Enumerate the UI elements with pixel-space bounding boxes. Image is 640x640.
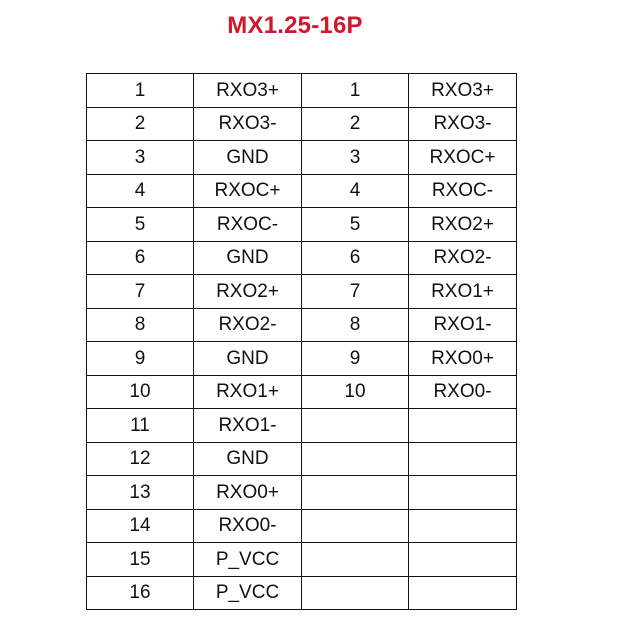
left-pin-number: 15 <box>87 543 194 577</box>
left-pin-number: 5 <box>87 208 194 242</box>
right-pin-number <box>302 442 409 476</box>
left-pin-signal: RXO3- <box>194 107 302 141</box>
left-pin-signal: RXO3+ <box>194 74 302 108</box>
table-row <box>87 308 517 342</box>
right-pin-number: 4 <box>302 174 409 208</box>
left-pin-number: 4 <box>87 174 194 208</box>
table-row <box>87 442 517 476</box>
table-row <box>87 476 517 510</box>
left-pin-signal: RXOC- <box>194 208 302 242</box>
right-pin-signal <box>409 409 517 443</box>
left-pin-number: 7 <box>87 275 194 309</box>
right-pin-number <box>302 409 409 443</box>
left-pin-number: 1 <box>87 74 194 108</box>
right-pin-number: 7 <box>302 275 409 309</box>
right-pin-number: 8 <box>302 308 409 342</box>
left-pin-signal: GND <box>194 342 302 376</box>
connector-title: MX1.25-16P <box>227 12 363 39</box>
left-pin-signal: RXO2+ <box>194 275 302 309</box>
left-pin-number: 2 <box>87 107 194 141</box>
table-row <box>87 409 517 443</box>
left-pin-number: 14 <box>87 509 194 543</box>
right-pin-number: 1 <box>302 74 409 108</box>
left-pin-signal: GND <box>194 442 302 476</box>
right-pin-signal: RXO3+ <box>409 74 517 108</box>
table-row <box>87 576 517 610</box>
left-pin-signal: RXOC+ <box>194 174 302 208</box>
left-pin-number: 6 <box>87 241 194 275</box>
right-pin-number <box>302 476 409 510</box>
left-pin-number: 12 <box>87 442 194 476</box>
table-row <box>87 208 517 242</box>
right-pin-signal <box>409 543 517 577</box>
left-pin-number: 13 <box>87 476 194 510</box>
left-pin-signal: P_VCC <box>194 543 302 577</box>
right-pin-signal: RXO0- <box>409 375 517 409</box>
pinout-table <box>86 73 517 610</box>
table-row <box>87 375 517 409</box>
table-row <box>87 543 517 577</box>
left-pin-signal: RXO1- <box>194 409 302 443</box>
left-pin-number: 16 <box>87 576 194 610</box>
left-pin-number: 10 <box>87 375 194 409</box>
right-pin-number: 5 <box>302 208 409 242</box>
table-row <box>87 141 517 175</box>
left-pin-number: 11 <box>87 409 194 443</box>
right-pin-number: 9 <box>302 342 409 376</box>
table-row <box>87 241 517 275</box>
right-pin-signal: RXO3- <box>409 107 517 141</box>
table-row <box>87 509 517 543</box>
right-pin-signal: RXO1+ <box>409 275 517 309</box>
left-pin-signal: RXO1+ <box>194 375 302 409</box>
right-pin-number: 6 <box>302 241 409 275</box>
right-pin-number: 3 <box>302 141 409 175</box>
right-pin-number <box>302 576 409 610</box>
right-pin-signal: RXOC- <box>409 174 517 208</box>
right-pin-number: 10 <box>302 375 409 409</box>
left-pin-signal: RXO0+ <box>194 476 302 510</box>
right-pin-signal: RXOC+ <box>409 141 517 175</box>
right-pin-signal <box>409 576 517 610</box>
right-pin-signal: RXO1- <box>409 308 517 342</box>
left-pin-signal: P_VCC <box>194 576 302 610</box>
left-pin-signal: RXO0- <box>194 509 302 543</box>
right-pin-signal: RXO2- <box>409 241 517 275</box>
table-row <box>87 275 517 309</box>
right-pin-signal: RXO0+ <box>409 342 517 376</box>
left-pin-number: 9 <box>87 342 194 376</box>
right-pin-signal <box>409 442 517 476</box>
left-pin-signal: GND <box>194 241 302 275</box>
table-row <box>87 342 517 376</box>
table-row <box>87 107 517 141</box>
table-row <box>87 74 517 108</box>
right-pin-number <box>302 509 409 543</box>
left-pin-signal: GND <box>194 141 302 175</box>
table-row <box>87 174 517 208</box>
left-pin-signal: RXO2- <box>194 308 302 342</box>
right-pin-signal <box>409 476 517 510</box>
right-pin-number: 2 <box>302 107 409 141</box>
pinout-table-body <box>87 74 517 610</box>
right-pin-signal <box>409 509 517 543</box>
left-pin-number: 3 <box>87 141 194 175</box>
right-pin-number <box>302 543 409 577</box>
right-pin-signal: RXO2+ <box>409 208 517 242</box>
left-pin-number: 8 <box>87 308 194 342</box>
